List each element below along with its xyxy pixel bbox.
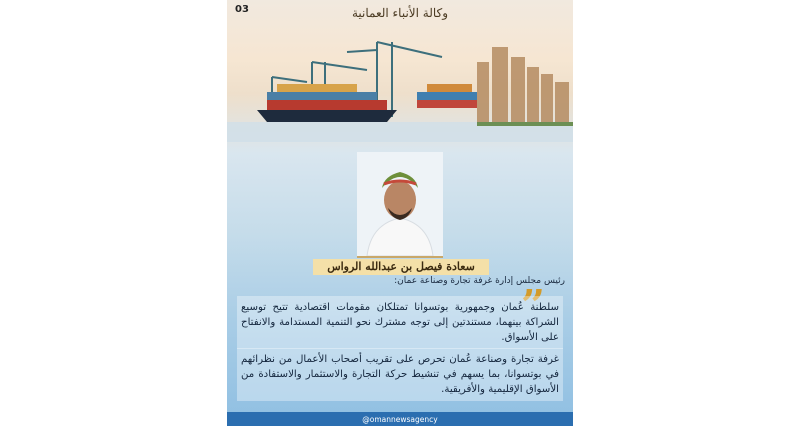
social-handle[interactable]: @omannewsagency bbox=[362, 415, 438, 424]
port-illustration bbox=[227, 22, 573, 142]
page-number: 03 bbox=[235, 4, 249, 15]
news-card bbox=[227, 0, 573, 426]
quote-icon: ” bbox=[520, 281, 545, 330]
portrait-photo bbox=[357, 152, 443, 258]
agency-logo: وكالة الأنباء العمانية bbox=[351, 6, 449, 20]
quote-paragraph-2: غرفة تجارة وصناعة عُمان تحرص على تقريب أصحاب الأعمال من نظرائهم في بوتسوانا، بما يسهم في تنشيط حركة التجارة والاستثمار والاستفادة من الأسواق الإقليمية والأفريقية. bbox=[237, 348, 563, 401]
person-title: رئيس مجلس إدارة غرفة تجارة وصناعة عمان: bbox=[394, 276, 565, 286]
person-name: سعادة فيصل بن عبدالله الرواس bbox=[313, 259, 489, 275]
quote-paragraph-1: سلطنة عُمان وجمهورية بوتسوانا تمتلكان مقومات اقتصادية تتيح توسيع الشراكة بينهما، مستندتين إلى توجه مشترك نحو التنمية المستدامة والانفتاح على الأسواق. bbox=[237, 296, 563, 349]
person-silhouette-icon bbox=[357, 152, 443, 256]
